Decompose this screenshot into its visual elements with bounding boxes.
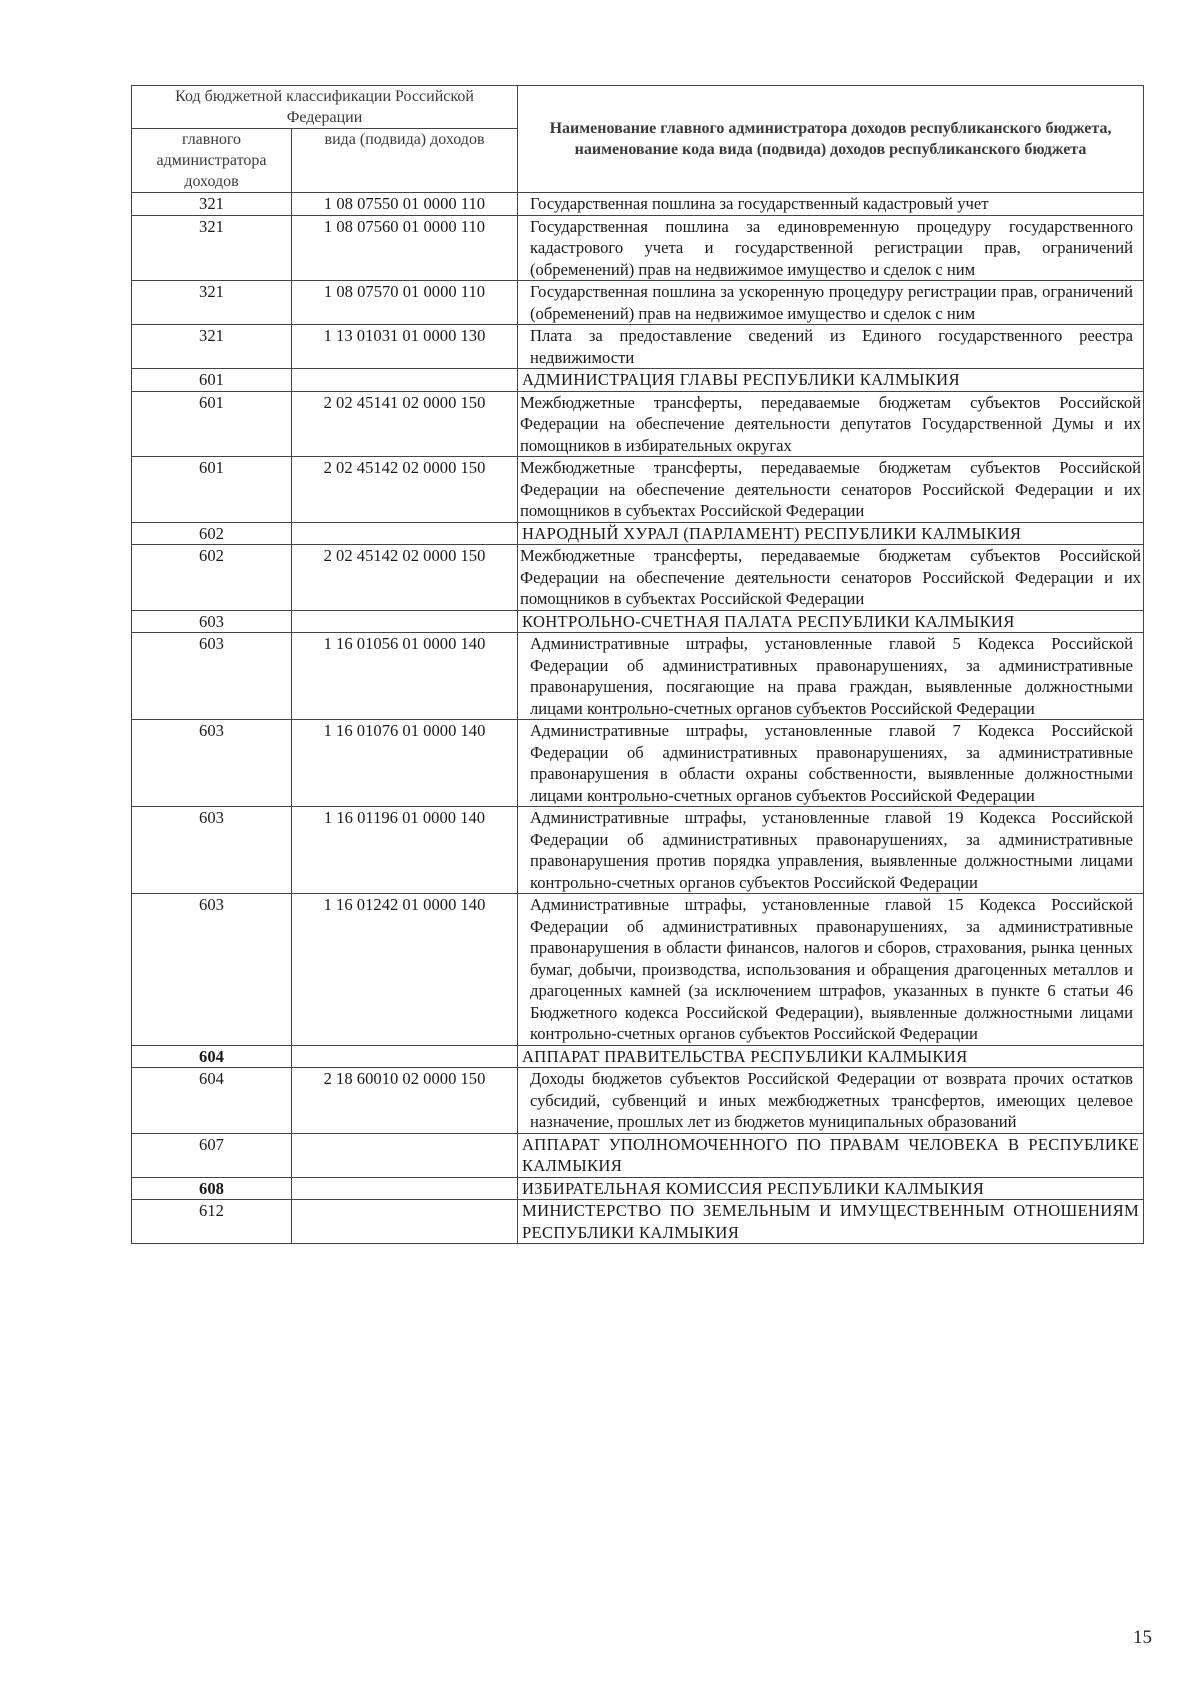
admin-code-cell: 602 (132, 545, 292, 611)
income-description-cell: Административные штрафы, установленные главой 15 Кодекса Российской Федерации об административных правонарушениях, за административные правонарушения в области финансов, налогов и сборов, страхования, рынка ценных бумаг, добычи, производства, использования и обращения драгоценных металлов и драгоценных камней (за исключением штрафов, указанных в пункте 6 статьи 46 Бюджетного кодекса Российской Федерации), выявленные должностными лицами контрольно-счетных органов субъектов Российской Федерации (518, 894, 1144, 1046)
admin-code-cell: 602 (132, 522, 292, 545)
income-description-cell: Плата за предоставление сведений из Единого государственного реестра недвижимости (518, 325, 1144, 369)
administrator-name-cell: АППАРАТ ПРАВИТЕЛЬСТВА РЕСПУБЛИКИ КАЛМЫКИЯ (518, 1045, 1144, 1068)
administrator-name-cell: МИНИСТЕРСТВО ПО ЗЕМЕЛЬНЫМ И ИМУЩЕСТВЕННЫМ ОТНОШЕНИЯМ РЕСПУБЛИКИ КАЛМЫКИЯ (518, 1200, 1144, 1244)
income-code-cell: 2 02 45141 02 0000 150 (292, 391, 518, 457)
admin-code-cell: 603 (132, 720, 292, 807)
income-code-cell (292, 1045, 518, 1068)
header-name-column: Наименование главного администратора доходов республиканского бюджета, наименование кода вида (подвида) доходов республиканского бюджета (518, 86, 1144, 193)
admin-code-cell: 604 (132, 1068, 292, 1134)
income-code-cell: 1 16 01056 01 0000 140 (292, 633, 518, 720)
admin-code-cell: 601 (132, 391, 292, 457)
header-code-column: вида (подвида) доходов (292, 129, 518, 193)
income-code-cell: 2 02 45142 02 0000 150 (292, 457, 518, 523)
admin-code-cell: 603 (132, 807, 292, 894)
table-row (132, 522, 1144, 545)
income-description-cell: Государственная пошлина за ускоренную процедуру регистрации прав, ограничений (обременений) прав на недвижимое имущество и сделок с ним (518, 281, 1144, 325)
admin-code-cell: 604 (132, 1045, 292, 1068)
budget-classification-table (131, 85, 1144, 1244)
income-description-cell: Административные штрафы, установленные главой 5 Кодекса Российской Федерации об административных правонарушениях, за административные правонарушения, посягающие на права граждан, выявленные должностными лицами контрольно-счетных органов субъектов Российской Федерации (518, 633, 1144, 720)
income-code-cell: 1 13 01031 01 0000 130 (292, 325, 518, 369)
admin-code-cell: 321 (132, 215, 292, 281)
admin-code-cell: 607 (132, 1133, 292, 1177)
table-row (132, 807, 1144, 894)
page-number: 15 (1133, 1627, 1152, 1648)
table-row (132, 193, 1144, 216)
table-row (132, 325, 1144, 369)
table-row (132, 1200, 1144, 1244)
table-row (132, 894, 1144, 1046)
income-description-cell: Доходы бюджетов субъектов Российской Федерации от возврата прочих остатков субсидий, субвенций и иных межбюджетных трансфертов, имеющих целевое назначение, прошлых лет из бюджетов муниципальных образований (518, 1068, 1144, 1134)
income-code-cell (292, 1200, 518, 1244)
table-row (132, 633, 1144, 720)
income-code-cell: 1 08 07550 01 0000 110 (292, 193, 518, 216)
admin-code-cell: 321 (132, 325, 292, 369)
income-code-cell: 1 16 01196 01 0000 140 (292, 807, 518, 894)
table-row (132, 1133, 1144, 1177)
admin-code-cell: 603 (132, 633, 292, 720)
table-body (132, 193, 1144, 1244)
income-code-cell: 1 16 01242 01 0000 140 (292, 894, 518, 1046)
income-description-cell: Административные штрафы, установленные главой 7 Кодекса Российской Федерации об административных правонарушениях, за административные правонарушения в области охраны собственности, выявленные должностными лицами контрольно-счетных органов субъектов Российской Федерации (518, 720, 1144, 807)
administrator-name-cell: АППАРАТ УПОЛНОМОЧЕННОГО ПО ПРАВАМ ЧЕЛОВЕКА В РЕСПУБЛИКЕ КАЛМЫКИЯ (518, 1133, 1144, 1177)
income-code-cell (292, 522, 518, 545)
table-row (132, 215, 1144, 281)
admin-code-cell: 601 (132, 369, 292, 392)
income-code-cell: 1 08 07560 01 0000 110 (292, 215, 518, 281)
header-admin-column: главного администратора доходов (132, 129, 292, 193)
income-code-cell: 1 16 01076 01 0000 140 (292, 720, 518, 807)
table-row (132, 1045, 1144, 1068)
table-row (132, 281, 1144, 325)
income-code-cell (292, 1177, 518, 1200)
income-description-cell: Государственная пошлина за единовременную процедуру государственного кадастрового учета и государственной регистрации прав, ограничений (обременений) прав на недвижимое имущество и сделок с ним (518, 215, 1144, 281)
administrator-name-cell: ИЗБИРАТЕЛЬНАЯ КОМИССИЯ РЕСПУБЛИКИ КАЛМЫКИЯ (518, 1177, 1144, 1200)
income-code-cell (292, 1133, 518, 1177)
table-row (132, 545, 1144, 611)
administrator-name-cell: НАРОДНЫЙ ХУРАЛ (ПАРЛАМЕНТ) РЕСПУБЛИКИ КАЛМЫКИЯ (518, 522, 1144, 545)
admin-code-cell: 603 (132, 894, 292, 1046)
header-code-group: Код бюджетной классификации Российской Федерации (132, 86, 518, 129)
table-row (132, 1177, 1144, 1200)
income-description-cell: Межбюджетные трансферты, передаваемые бюджетам субъектов Российской Федерации на обеспечение деятельности сенаторов Российской Федерации и их помощников в субъектах Российской Федерации (518, 545, 1144, 611)
table-row (132, 457, 1144, 523)
document-page (131, 85, 1143, 1244)
admin-code-cell: 608 (132, 1177, 292, 1200)
income-code-cell: 1 08 07570 01 0000 110 (292, 281, 518, 325)
admin-code-cell: 603 (132, 610, 292, 633)
admin-code-cell: 612 (132, 1200, 292, 1244)
income-code-cell (292, 610, 518, 633)
admin-code-cell: 601 (132, 457, 292, 523)
administrator-name-cell: АДМИНИСТРАЦИЯ ГЛАВЫ РЕСПУБЛИКИ КАЛМЫКИЯ (518, 369, 1144, 392)
table-row (132, 1068, 1144, 1134)
income-description-cell: Межбюджетные трансферты, передаваемые бюджетам субъектов Российской Федерации на обеспечение деятельности сенаторов Российской Федерации и их помощников в субъектах Российской Федерации (518, 457, 1144, 523)
income-description-cell: Административные штрафы, установленные главой 19 Кодекса Российской Федерации об административных правонарушениях, за административные правонарушения против порядка управления, выявленные должностными лицами контрольно-счетных органов субъектов Российской Федерации (518, 807, 1144, 894)
table-row (132, 391, 1144, 457)
income-code-cell (292, 369, 518, 392)
income-description-cell: Государственная пошлина за государственный кадастровый учет (518, 193, 1144, 216)
table-row (132, 610, 1144, 633)
income-description-cell: Межбюджетные трансферты, передаваемые бюджетам субъектов Российской Федерации на обеспечение деятельности депутатов Государственной Думы и их помощников в избирательных округах (518, 391, 1144, 457)
table-row (132, 720, 1144, 807)
income-code-cell: 2 18 60010 02 0000 150 (292, 1068, 518, 1134)
admin-code-cell: 321 (132, 281, 292, 325)
income-code-cell: 2 02 45142 02 0000 150 (292, 545, 518, 611)
table-row (132, 369, 1144, 392)
administrator-name-cell: КОНТРОЛЬНО-СЧЕТНАЯ ПАЛАТА РЕСПУБЛИКИ КАЛМЫКИЯ (518, 610, 1144, 633)
admin-code-cell: 321 (132, 193, 292, 216)
